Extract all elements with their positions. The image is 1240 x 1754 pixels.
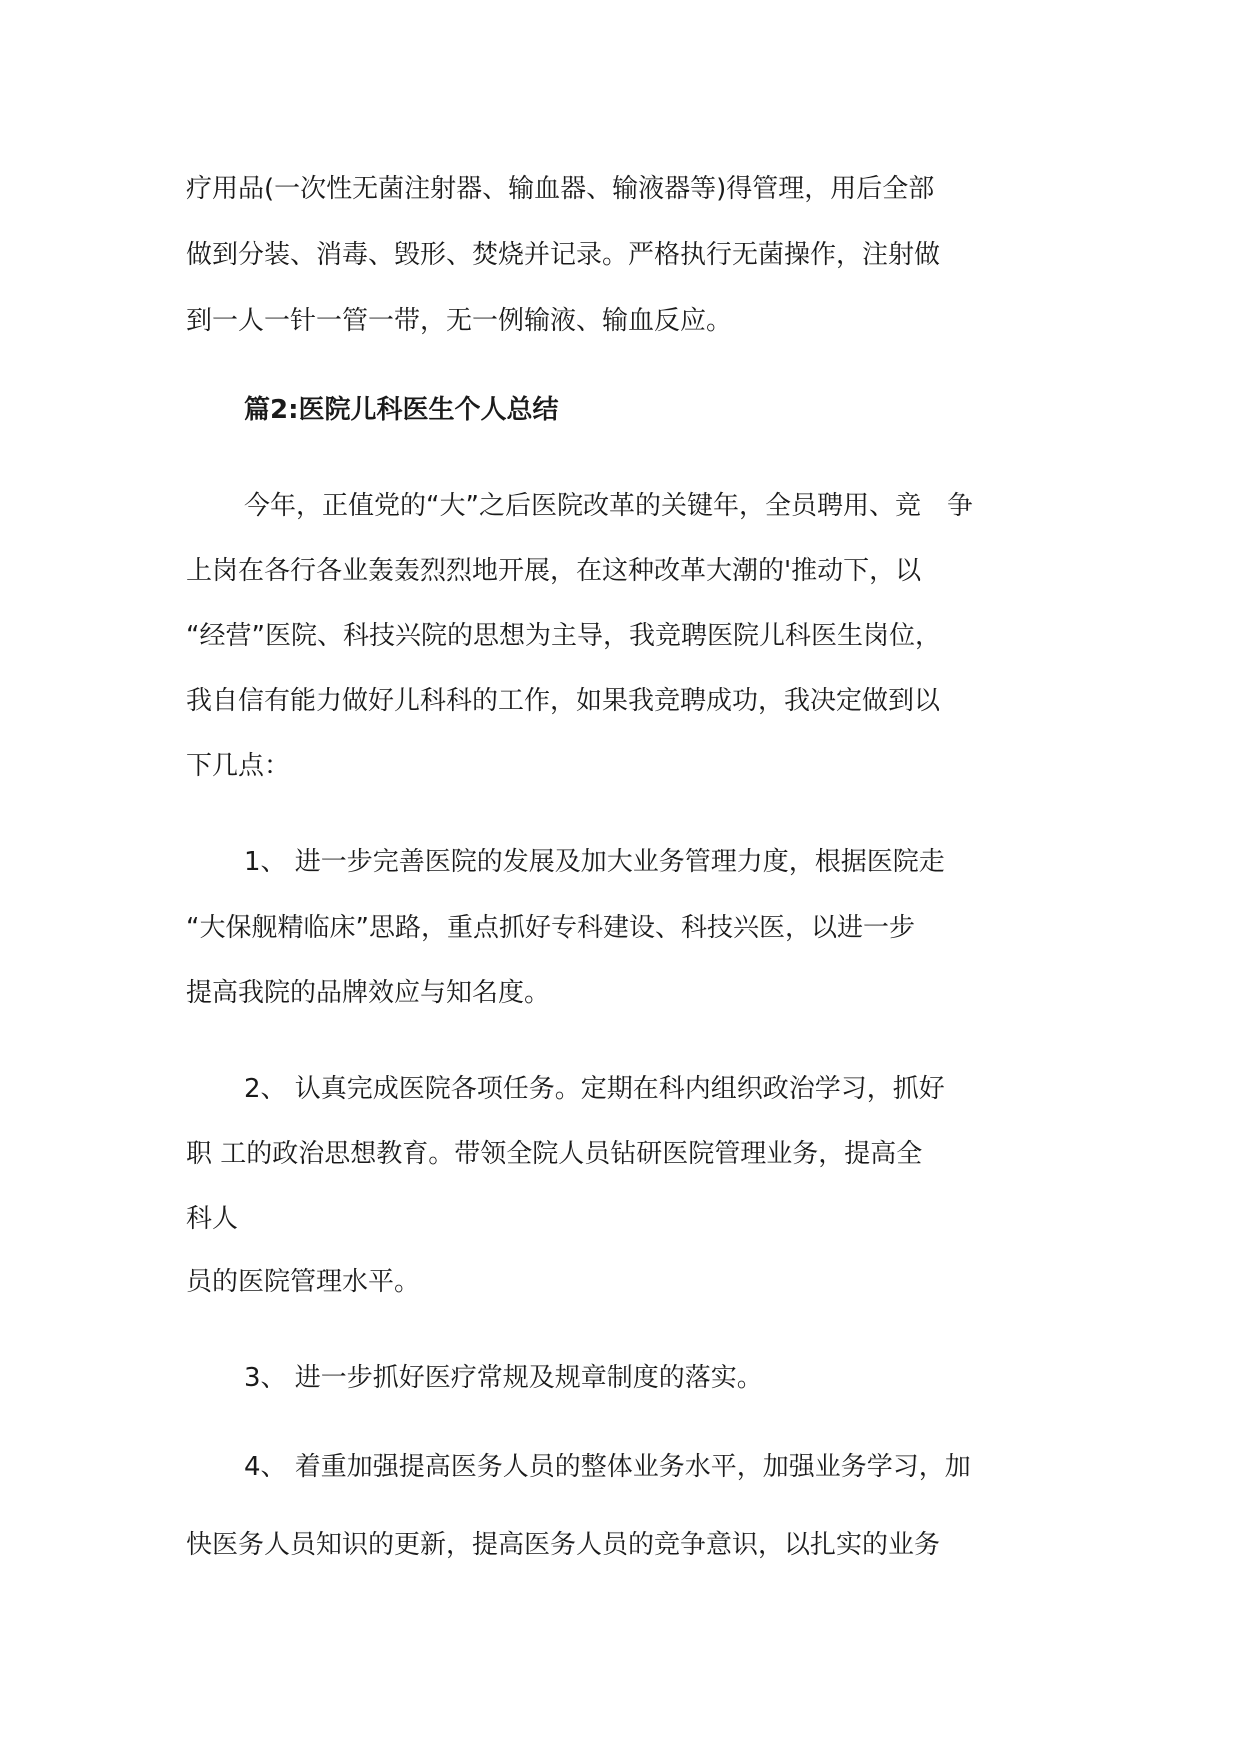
text-line: “经营”医院、科技兴院的思想为主导，我竞聘医院儿科医生岗位， bbox=[186, 621, 941, 651]
text-line: 到一人一针一管一带，无一例输液、输血反应。 bbox=[186, 306, 733, 336]
text-line: 下几点： bbox=[186, 751, 291, 781]
text-line: 员的医院管理水平。 bbox=[186, 1267, 421, 1297]
list-item-4: 4、 着重加强提高医务人员的整体业务水平，加强业务学习，加 bbox=[244, 1452, 971, 1482]
text-line: 疗用品(一次性无菌注射器、输血器、输液器等)得管理，用后全部 bbox=[186, 174, 935, 204]
list-item-2: 2、 认真完成医院各项任务。定期在科内组织政治学习，抓好 bbox=[244, 1074, 945, 1104]
section-heading: 篇2:医院儿科医生个人总结 bbox=[244, 395, 559, 425]
text-line: 上岗在各行各业轰轰烈烈地开展，在这种改革大潮的'推动下，以 bbox=[186, 556, 922, 586]
text-line: 职 工的政治思想教育。带领全院人员钻研医院管理业务，提高全 bbox=[186, 1139, 923, 1169]
text-line: 快医务人员知识的更新，提高医务人员的竞争意识，以扎实的业务 bbox=[186, 1530, 941, 1560]
text-line: 科人 bbox=[186, 1204, 239, 1234]
text-line: 提高我院的品牌效应与知名度。 bbox=[186, 978, 551, 1008]
text-line: 做到分装、消毒、毁形、焚烧并记录。严格执行无菌操作，注射做 bbox=[186, 240, 941, 270]
text-line: 我自信有能力做好儿科科的工作，如果我竞聘成功，我决定做到以 bbox=[186, 686, 941, 716]
text-line: “大保舰精临床”思路，重点抓好专科建设、科技兴医，以进一步 bbox=[186, 913, 915, 943]
list-item-3: 3、 进一步抓好医疗常规及规章制度的落实。 bbox=[244, 1363, 763, 1393]
text-line: 今年，正值党的“大”之后医院改革的关键年，全员聘用、竞 争 bbox=[244, 491, 973, 521]
list-item-1: 1、 进一步完善医院的发展及加大业务管理力度，根据医院走 bbox=[244, 847, 945, 877]
